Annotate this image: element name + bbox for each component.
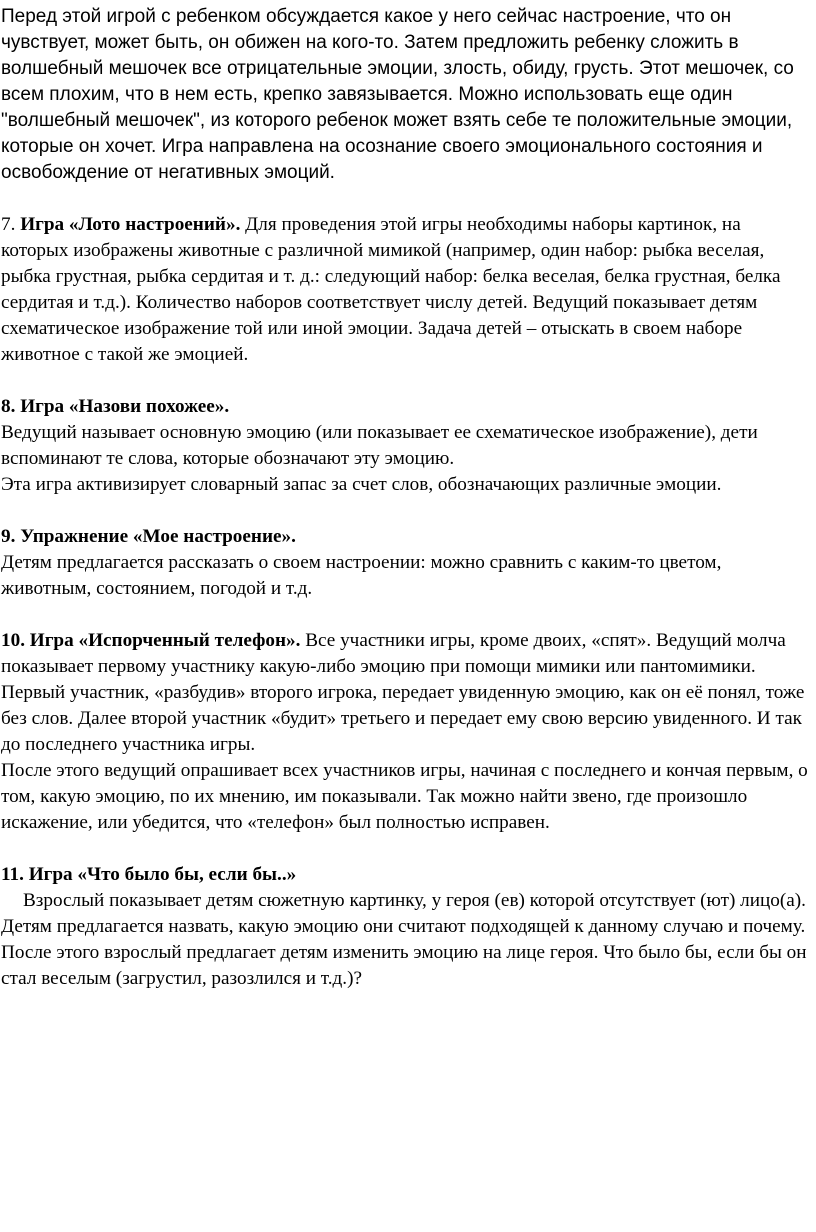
section-10-title: 10. Игра «Испорченный телефон».	[1, 630, 301, 651]
section-8-body-1: Ведущий называет основную эмоцию (или показывает ее схематическое изображение), дети вспоминают те слова, которые обозначают эту эмоцию.	[1, 422, 758, 469]
spacer	[1, 836, 810, 862]
spacer	[1, 498, 810, 524]
section-8-body-2: Эта игра активизирует словарный запас за счет слов, обозначающих различные эмоции.	[1, 474, 722, 495]
section-11-title: 11. Игра «Что было бы, если бы..»	[1, 864, 297, 885]
section-9-body: Детям предлагается рассказать о своем настроении: можно сравнить с каким-то цветом, животным, состоянием, погодой и т.д.	[1, 552, 722, 599]
section-8-title: 8. Игра «Назови похожее».	[1, 396, 230, 417]
section-7-number: 7	[1, 214, 11, 235]
section-11-body: Взрослый показывает детям сюжетную картинку, у героя (ев) которой отсутствует (ют) лицо(а). Детям предлагается назвать, какую эмоцию они считают подходящей к данному случаю и почему. После этого взрослый предлагает детям изменить эмоцию на лице героя. Что было бы, если бы он стал веселым (загрустил, разозлился и т.д.)?	[1, 890, 807, 989]
section-10	[1, 628, 810, 836]
section-9-title: 9. Упражнение «Мое настроение».	[1, 526, 296, 547]
section-10-body: Все участники игры, кроме двоих, «спят». Ведущий молча показывает первому участнику какую-либо эмоцию при помощи мимики или пантомимики. Первый участник, «разбудив» второго игрока, передает увиденную эмоцию, как он её понял, тоже без слов. Далее второй участник «будит» третьего и передает ему свою версию увиденного. И так до последнего участника игры.	[1, 630, 805, 755]
section-10-body-2: После этого ведущий опрашивает всех участников игры, начиная с последнего и кончая первым, о том, какую эмоцию, по их мнению, им показывали. Так можно найти звено, где произошло искажение, или убедится, что «телефон» был полностью исправен.	[1, 760, 808, 833]
section-7: 7. Игра «Лото настроений». Для проведения этой игры необходимы наборы картинок, на которых изображены животные с различной мимикой (например, один набор: рыбка веселая, рыбка грустная, рыбка сердитая и т. д.: следующий набор: белка веселая, белка грустная, белка сердитая и т.д.). Количество наборов соответствует числу детей. Ведущий показывает детям схематическое изображение той или иной эмоции. Задача детей – отыскать в своем наборе животное с такой же эмоцией.	[1, 214, 781, 365]
section-7-body: Для проведения этой игры необходимы наборы картинок, на которых изображены животные с различной мимикой (например, один набор: рыбка веселая, рыбка грустная, рыбка сердитая и т. д.: следующий набор: белка веселая, белка грустная, белка сердитая и т.д.). Количество наборов соответствует числу детей. Ведущий показывает детям схематическое изображение той или иной эмоции. Задача детей – отыскать в своем наборе животное с такой же эмоцией.	[1, 214, 781, 365]
section-8	[1, 394, 810, 498]
spacer	[1, 602, 810, 628]
section-7-title: Игра «Лото настроений».	[20, 214, 241, 235]
spacer	[1, 186, 810, 212]
intro-paragraph: Перед этой игрой с ребенком обсуждается какое у него сейчас настроение, что он чувствует, может быть, он обижен на кого-то. Затем предложить ребенку сложить в волшебный мешочек все отрицательные эмоции, злость, обиду, грусть. Этот мешочек, со всем плохим, что в нем есть, крепко завязывается. Можно использовать еще один "волшебный мешочек", из которого ребенок может взять себе те положительные эмоции, которые он хочет. Игра направлена на осознание своего эмоционального состояния и освобождение от негативных эмоций.	[1, 6, 794, 183]
section-9	[1, 524, 810, 602]
section-11	[1, 862, 810, 992]
spacer	[1, 368, 810, 394]
